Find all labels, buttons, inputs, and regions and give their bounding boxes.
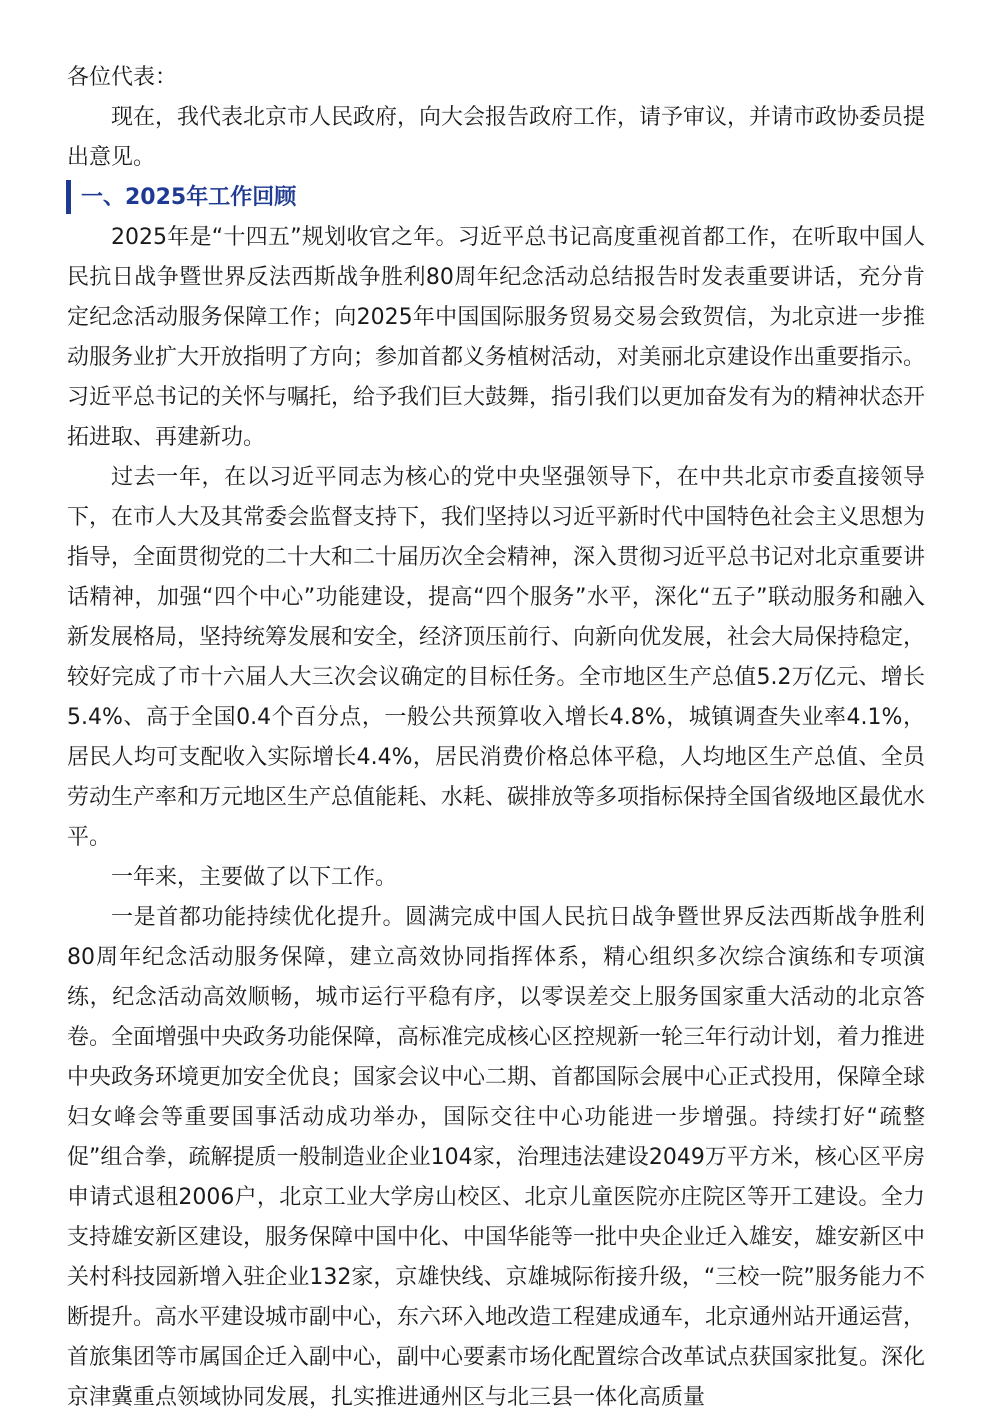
salutation: 各位代表： xyxy=(67,65,178,90)
section-heading-text: 一、2025年工作回顾 xyxy=(81,185,297,210)
body-paragraph: 一年来，主要做了以下工作。 xyxy=(111,865,398,890)
heading-accent-bar xyxy=(66,180,71,214)
section-heading xyxy=(67,178,925,218)
document-body xyxy=(67,58,925,1418)
body-paragraph: 2025年是“十四五”规划收官之年。习近平总书记高度重视首都工作，在听取中国人民抗日战争暨世界反法西斯战争胜利80周年纪念活动总结报告时发表重要讲话，充分肯定纪念活动服务保障工作；向2025年中国国际服务贸易交易会致贺信，为北京进一步推动服务业扩大开放指明了方向；参加首都义务植树活动，对美丽北京建设作出重要指示。习近平总书记的关怀与嘱托，给予我们巨大鼓舞，指引我们以更加奋发有为的精神状态开拓进取、再建新功。 xyxy=(67,225,926,450)
body-paragraph: 一是首都功能持续优化提升。圆满完成中国人民抗日战争暨世界反法西斯战争胜利80周年纪念活动服务保障，建立高效协同指挥体系，精心组织多次综合演练和专项演练，纪念活动高效顺畅，城市运行平稳有序，以零误差交上服务国家重大活动的北京答卷。全面增强中央政务功能保障，高标准完成核心区控规新一轮三年行动计划，着力推进中央政务环境更加安全优良；国家会议中心二期、首都国际会展中心正式投用，保障全球妇女峰会等重要国事活动成功举办，国际交往中心功能进一步增强。持续打好“疏整促”组合拳，疏解提质一般制造业企业104家，治理违法建设2049万平方米，核心区平房申请式退租2006户，北京工业大学房山校区、北京儿童医院亦庄院区等开工建设。全力支持雄安新区建设，服务保障中国中化、中国华能等一批中央企业迁入雄安，雄安新区中关村科技园新增入驻企业132家，京雄快线、京雄城际衔接升级，“三校一院”服务能力不断提升。高水平建设城市副中心，东六环入地改造工程建成通车，北京通州站开通运营，首旅集团等市属国企迁入副中心，副中心要素市场化配置综合改革试点获国家批复。深化京津冀重点领域协同发展，扎实推进通州区与北三县一体化高质量 xyxy=(67,905,926,1410)
intro-paragraph: 现在，我代表北京市人民政府，向大会报告政府工作，请予审议，并请市政协委员提出意见。 xyxy=(67,105,926,170)
body-paragraph: 过去一年，在以习近平同志为核心的党中央坚强领导下，在中共北京市委直接领导下，在市人大及其常委会监督支持下，我们坚持以习近平新时代中国特色社会主义思想为指导，全面贯彻党的二十大和二十届历次全会精神，深入贯彻习近平总书记对北京重要讲话精神，加强“四个中心”功能建设，提高“四个服务”水平，深化“五子”联动服务和融入新发展格局，坚持统筹发展和安全，经济顶压前行、向新向优发展，社会大局保持稳定，较好完成了市十六届人大三次会议确定的目标任务。全市地区生产总值5.2万亿元、增长5.4%、高于全国0.4个百分点，一般公共预算收入增长4.8%，城镇调查失业率4.1%，居民人均可支配收入实际增长4.4%，居民消费价格总体平稳，人均地区生产总值、全员劳动生产率和万元地区生产总值能耗、水耗、碳排放等多项指标保持全国省级地区最优水平。 xyxy=(67,465,926,850)
